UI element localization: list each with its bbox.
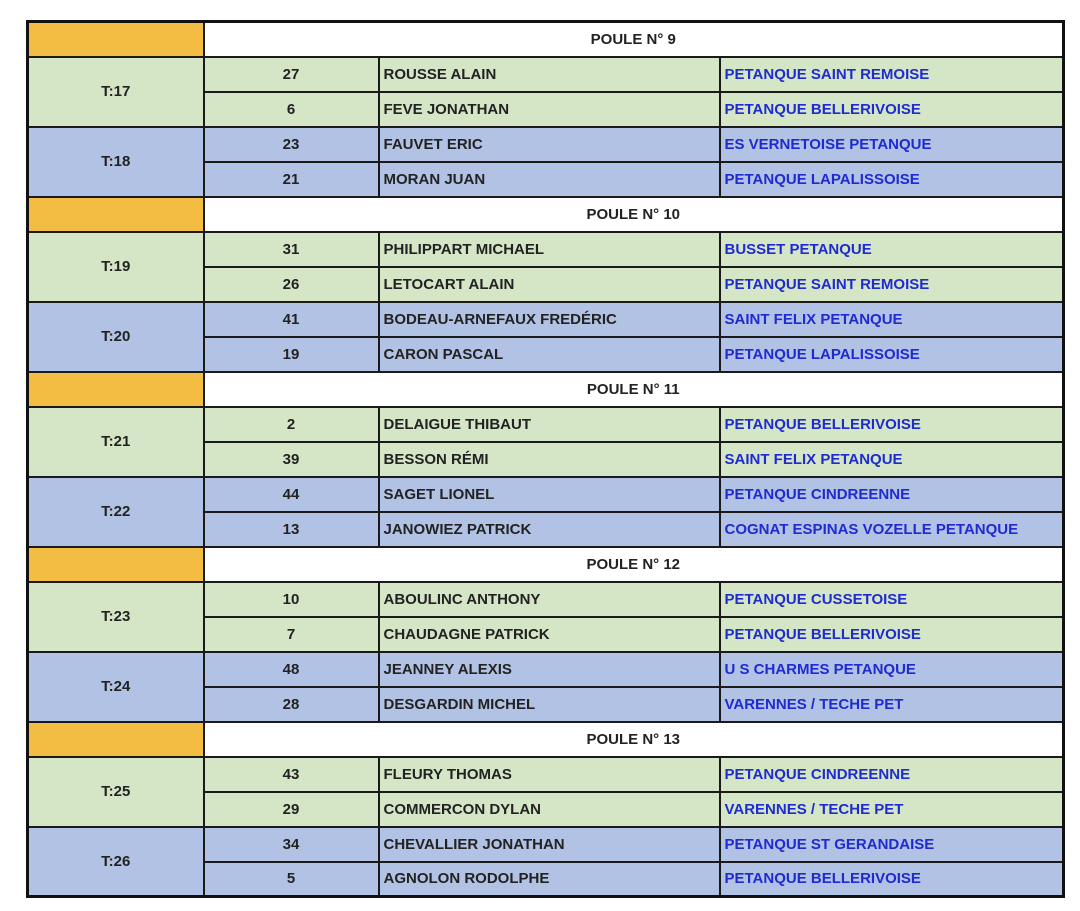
player-row: [28, 582, 1064, 617]
pool-header-row: [28, 372, 1064, 407]
player-row: [28, 127, 1064, 162]
player-number: 43: [204, 757, 379, 792]
player-number: 48: [204, 652, 379, 687]
player-row: [28, 477, 1064, 512]
player-row: [28, 57, 1064, 92]
pool-marker-cell: [28, 197, 204, 232]
pool-marker-cell: [28, 372, 204, 407]
player-number: 41: [204, 302, 379, 337]
pool-header-row: [28, 722, 1064, 757]
table-label: T:26: [28, 827, 204, 897]
player-club: PETANQUE CINDREENNE: [720, 757, 1064, 792]
pool-title: POULE N° 10: [204, 197, 1064, 232]
player-name: ABOULINC ANTHONY: [379, 582, 720, 617]
table-label: T:23: [28, 582, 204, 652]
player-number: 39: [204, 442, 379, 477]
player-number: 44: [204, 477, 379, 512]
player-row: [28, 232, 1064, 267]
table-label: T:25: [28, 757, 204, 827]
player-name: FLEURY THOMAS: [379, 757, 720, 792]
pool-schedule-body: [28, 22, 1064, 897]
player-number: 6: [204, 92, 379, 127]
player-number: 29: [204, 792, 379, 827]
player-club: U S CHARMES PETANQUE: [720, 652, 1064, 687]
player-number: 13: [204, 512, 379, 547]
player-name: PHILIPPART MICHAEL: [379, 232, 720, 267]
pool-marker-cell: [28, 22, 204, 57]
pool-header-row: [28, 22, 1064, 57]
player-name: FAUVET ERIC: [379, 127, 720, 162]
player-number: 34: [204, 827, 379, 862]
player-club: PETANQUE BELLERIVOISE: [720, 862, 1064, 897]
player-name: SAGET LIONEL: [379, 477, 720, 512]
table-label: T:20: [28, 302, 204, 372]
player-number: 5: [204, 862, 379, 897]
player-name: MORAN JUAN: [379, 162, 720, 197]
pool-title: POULE N° 13: [204, 722, 1064, 757]
pool-header-row: [28, 547, 1064, 582]
player-club: PETANQUE BELLERIVOISE: [720, 407, 1064, 442]
player-club: ES VERNETOISE PETANQUE: [720, 127, 1064, 162]
player-club: BUSSET PETANQUE: [720, 232, 1064, 267]
player-club: PETANQUE SAINT REMOISE: [720, 267, 1064, 302]
pool-marker-cell: [28, 722, 204, 757]
player-row: [28, 652, 1064, 687]
player-club: VARENNES / TECHE PET: [720, 687, 1064, 722]
player-name: CHEVALLIER JONATHAN: [379, 827, 720, 862]
player-row: [28, 407, 1064, 442]
pool-title: POULE N° 11: [204, 372, 1064, 407]
player-name: JANOWIEZ PATRICK: [379, 512, 720, 547]
player-number: 7: [204, 617, 379, 652]
player-name: COMMERCON DYLAN: [379, 792, 720, 827]
player-name: BESSON RÉMI: [379, 442, 720, 477]
player-number: 28: [204, 687, 379, 722]
player-number: 27: [204, 57, 379, 92]
player-club: PETANQUE CINDREENNE: [720, 477, 1064, 512]
player-row: [28, 302, 1064, 337]
pool-title: POULE N° 9: [204, 22, 1064, 57]
table-label: T:17: [28, 57, 204, 127]
pool-header-row: [28, 197, 1064, 232]
table-label: T:21: [28, 407, 204, 477]
player-club: PETANQUE ST GERANDAISE: [720, 827, 1064, 862]
player-number: 2: [204, 407, 379, 442]
player-club: PETANQUE SAINT REMOISE: [720, 57, 1064, 92]
player-name: FEVE JONATHAN: [379, 92, 720, 127]
player-name: JEANNEY ALEXIS: [379, 652, 720, 687]
table-label: T:18: [28, 127, 204, 197]
player-number: 10: [204, 582, 379, 617]
player-club: PETANQUE LAPALISSOISE: [720, 337, 1064, 372]
player-club: COGNAT ESPINAS VOZELLE PETANQUE: [720, 512, 1064, 547]
player-row: [28, 757, 1064, 792]
player-number: 31: [204, 232, 379, 267]
player-name: LETOCART ALAIN: [379, 267, 720, 302]
pool-marker-cell: [28, 547, 204, 582]
player-name: AGNOLON RODOLPHE: [379, 862, 720, 897]
player-number: 23: [204, 127, 379, 162]
player-club: SAINT FELIX PETANQUE: [720, 302, 1064, 337]
pool-schedule-table: [26, 20, 1065, 898]
player-number: 21: [204, 162, 379, 197]
player-club: VARENNES / TECHE PET: [720, 792, 1064, 827]
player-row: [28, 827, 1064, 862]
player-name: DESGARDIN MICHEL: [379, 687, 720, 722]
player-name: CARON PASCAL: [379, 337, 720, 372]
player-name: BODEAU-ARNEFAUX FREDÉRIC: [379, 302, 720, 337]
player-club: PETANQUE BELLERIVOISE: [720, 617, 1064, 652]
player-name: CHAUDAGNE PATRICK: [379, 617, 720, 652]
player-club: PETANQUE BELLERIVOISE: [720, 92, 1064, 127]
player-name: ROUSSE ALAIN: [379, 57, 720, 92]
player-name: DELAIGUE THIBAUT: [379, 407, 720, 442]
player-club: PETANQUE LAPALISSOISE: [720, 162, 1064, 197]
table-label: T:19: [28, 232, 204, 302]
player-number: 19: [204, 337, 379, 372]
pool-title: POULE N° 12: [204, 547, 1064, 582]
player-club: PETANQUE CUSSETOISE: [720, 582, 1064, 617]
player-club: SAINT FELIX PETANQUE: [720, 442, 1064, 477]
table-label: T:24: [28, 652, 204, 722]
player-number: 26: [204, 267, 379, 302]
table-label: T:22: [28, 477, 204, 547]
